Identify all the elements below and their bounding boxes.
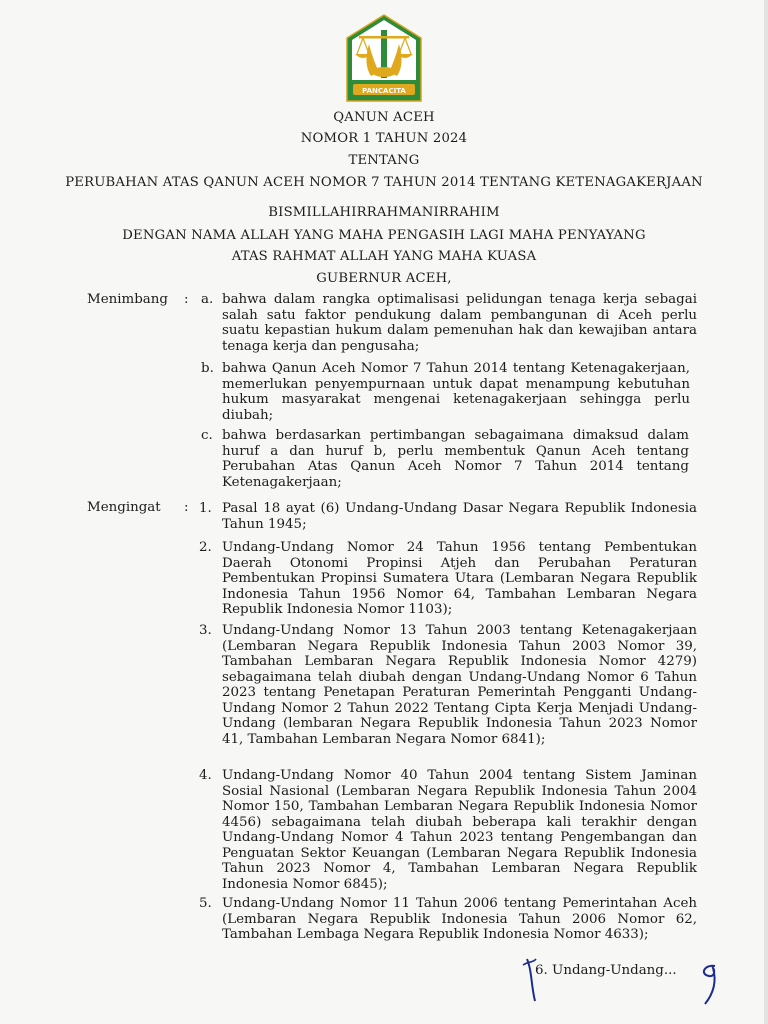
menimbang-label: Menimbang <box>87 292 168 307</box>
page-edge-shadow <box>764 0 768 1024</box>
mengingat-item-marker: 1. <box>199 501 212 516</box>
mengingat-item-text: Undang-Undang Nomor 40 Tahun 2004 tentang Sistem Jaminan Sosial Nasional (Lembaran Negara Republik Indonesia Tahun 2004 Nomor 150, Tambahan Lembaran Negara Republik Indonesia Nomor 4456) sebagaimana telah diubah beberapa kali terakhir dengan Undang-Undang Nomor 4 Tahun 2023 tentang Pengembangan dan Penguatan Sektor Keuangan (Lembaran Negara Republik Indonesia Tahun 2023 Nomor 4, Tambahan Lembaran Negara Republik Indonesia Nomor 6845); <box>222 768 697 892</box>
mengingat-item-text: Undang-Undang Nomor 11 Tahun 2006 tentang Pemerintahan Aceh (Lembaran Negara Republik Indonesia Tahun 2006 Nomor 62, Tambahan Lembaga Negara Republik Indonesia Nomor 4633); <box>222 896 697 942</box>
menimbang-item-marker: a. <box>201 292 214 307</box>
mengingat-label: Mengingat <box>87 500 161 515</box>
menimbang-item-text: bahwa dalam rangka optimalisasi pelidungan tenaga kerja sebagai salah satu faktor pendukung dalam pembangunan di Aceh perlu suatu kepastian hukum dalam pemenuhan hak dan kewajiban antara tenaga kerja dan pengusaha; <box>222 292 697 354</box>
continuation-note: 6. Undang-Undang... <box>535 963 677 978</box>
mengingat-item-text: Undang-Undang Nomor 13 Tahun 2003 tentang Ketenagakerjaan (Lembaran Negara Republik Indonesia Tahun 2003 Nomor 39, Tambahan Lembaran Negara Republik Indonesia Nomor 4279) sebagaimana telah diubah dengan Undang-Undang Nomor 6 Tahun 2023 tentang Penetapan Peraturan Pemerintah Pengganti Undang-Undang Nomor 2 Tahun 2022 Tentang Cipta Kerja Menjadi Undang-Undang (lembaran Negara Republik Indonesia Tahun 2023 Nomor 41, Tambahan Lembaran Negara Nomor 6841); <box>222 623 697 747</box>
mengingat-item-marker: 5. <box>199 896 212 911</box>
paraf-signature-mark <box>693 960 723 1008</box>
document-title: PERUBAHAN ATAS QANUN ACEH NOMOR 7 TAHUN 2014 TENTANG KETENAGAKERJAAN <box>65 175 703 190</box>
mengingat-item-text: Pasal 18 ayat (6) Undang-Undang Dasar Negara Republik Indonesia Tahun 1945; <box>222 501 697 532</box>
menimbang-item-marker: b. <box>201 361 214 376</box>
rahmat-line: ATAS RAHMAT ALLAH YANG MAHA KUASA <box>231 249 537 264</box>
mengingat-colon: : <box>184 500 189 515</box>
mengingat-item-marker: 3. <box>199 623 212 638</box>
tentang-heading: TENTANG <box>348 153 420 168</box>
mengingat-item-text: Undang-Undang Nomor 24 Tahun 1956 tentang Pembentukan Daerah Otonomi Propinsi Atjeh dan Perubahan Peraturan Pembentukan Propinsi Sumatera Utara (Lembaran Negara Republik Indonesia Tahun 1956 Nomor 64, Tambahan Lembaran Negara Republik Indonesia Nomor 1103); <box>222 540 697 617</box>
menimbang-item-text: bahwa berdasarkan pertimbangan sebagaimana dimaksud dalam huruf a dan huruf b, perlu membentuk Qanun Aceh tentang Perubahan Atas Qanun Aceh Nomor 7 Tahun 2014 tentang Ketenagakerjaan; <box>222 428 689 490</box>
aceh-emblem-logo <box>345 14 423 102</box>
svg-text:PANCACITA: PANCACITA <box>362 87 406 95</box>
menimbang-item-text: bahwa Qanun Aceh Nomor 7 Tahun 2014 tentang Ketenagakerjaan, memerlukan penyempurnaan untuk dapat menampung kebutuhan hukum masyarakat mengenai ketenagakerjaan sehingga perlu diubah; <box>222 361 690 423</box>
menimbang-colon: : <box>184 292 189 307</box>
mengingat-item-marker: 4. <box>199 768 212 783</box>
menimbang-item-marker: c. <box>201 428 213 443</box>
mengingat-item-marker: 2. <box>199 540 212 555</box>
bismillah-line: BISMILLAHIRRAHMANIRRAHIM <box>268 205 500 220</box>
document-type: QANUN ACEH <box>333 110 435 125</box>
governor-line: GUBERNUR ACEH, <box>316 271 452 286</box>
document-number: NOMOR 1 TAHUN 2024 <box>300 131 468 146</box>
invocation-line: DENGAN NAMA ALLAH YANG MAHA PENGASIH LAGI MAHA PENYAYANG <box>122 228 646 243</box>
